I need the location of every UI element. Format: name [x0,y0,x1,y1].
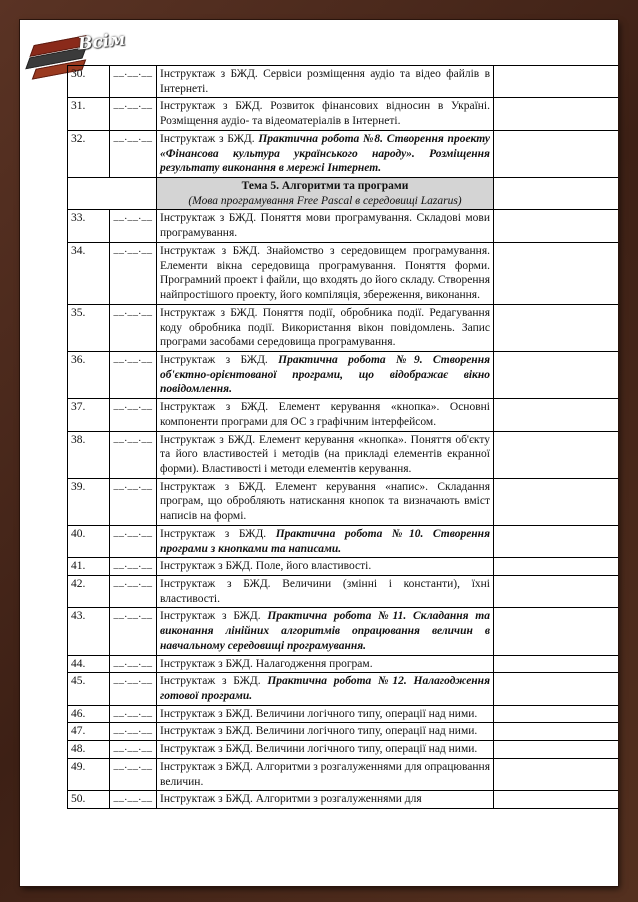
lesson-number: 46. [68,705,110,723]
lesson-topic [157,478,494,525]
lesson-topic-text: Інструктаж з БЖД. Величини логічного типу, операції над ними. [160,725,478,738]
table-row [68,723,619,741]
notes-cell [494,673,619,705]
notes-cell [494,130,619,177]
table-row [68,576,619,608]
lesson-number: 44. [68,655,110,673]
lesson-date: __.__.__ [110,304,157,351]
notes-cell [494,791,619,809]
lesson-number: 40. [68,525,110,557]
table-row [68,98,619,130]
lesson-topic [157,576,494,608]
notes-cell [494,242,619,304]
lesson-number: 38. [68,431,110,478]
lesson-number: 30. [68,66,110,98]
lesson-date: __.__.__ [110,525,157,557]
lesson-topic [157,98,494,130]
notes-cell [494,608,619,655]
lesson-number: 41. [68,558,110,576]
lesson-number: 34. [68,242,110,304]
lesson-topic-text: Інструктаж з БЖД. [160,527,276,540]
notes-cell [494,705,619,723]
lesson-number: 45. [68,673,110,705]
lesson-date: __.__.__ [110,478,157,525]
lesson-date: __.__.__ [110,608,157,655]
lesson-date: __.__.__ [110,723,157,741]
lesson-number: 50. [68,791,110,809]
lesson-date: __.__.__ [110,98,157,130]
lesson-number: 42. [68,576,110,608]
lesson-topic-emphasis: Практична робота №10. Створення програми з кнопками та написами. [160,527,490,555]
lesson-topic-text: Інструктаж з БЖД. Сервіси розміщення аудіо та відео файлів в Інтернеті. [160,68,490,95]
notes-cell [494,478,619,525]
lesson-topic [157,399,494,431]
lesson-topic-text: Інструктаж з БЖД. Поняття події, обробника події. Редагування коду обробника події. Використання вікон повідомлень. Запис програми засобами середовища програмування. [160,306,490,349]
lesson-topic-text: Інструктаж з БЖД. Поняття мови програмування. Складові мови програмування. [160,212,490,240]
table-row [68,525,619,557]
lesson-number: 47. [68,723,110,741]
lesson-topic [157,431,494,478]
lesson-topic [157,741,494,759]
lesson-date: __.__.__ [110,210,157,242]
lesson-topic [157,758,494,790]
lesson-rows-part-2 [68,210,619,809]
lesson-topic-text: Інструктаж з БЖД. Елемент керування «напис». Складання програм, що обробляють натискання кнопок та визначають вміст написів на формі. [160,480,490,523]
lesson-date: __.__.__ [110,758,157,790]
lesson-date: __.__.__ [110,66,157,98]
lesson-topic-text: Інструктаж з БЖД. Величини (змінні і константи), їхні властивості. [160,578,490,605]
table-row [68,558,619,576]
lesson-topic-text: Інструктаж з БЖД. Величини логічного типу, операції над ними. [160,707,478,720]
lesson-number: 39. [68,478,110,525]
document-page [20,20,618,886]
notes-cell [494,558,619,576]
lesson-number: 31. [68,98,110,130]
lesson-topic-emphasis: Практична робота №12. Налагодження готової програми. [160,675,490,703]
lesson-date: __.__.__ [110,741,157,759]
table-row [68,478,619,525]
notes-cell [494,431,619,478]
lesson-date: __.__.__ [110,558,157,576]
table-row [68,66,619,98]
lesson-topic [157,655,494,673]
notes-cell [494,655,619,673]
theme-section [68,178,619,210]
lesson-plan-table [67,65,618,809]
lesson-number: 36. [68,351,110,398]
lesson-topic-emphasis: Практична робота №11. Складання та виконання лінійних алгоритмів опрацювання величин в навчальному середовищі програмування. [160,610,490,652]
lesson-date: __.__.__ [110,791,157,809]
table-row [68,673,619,705]
notes-cell [494,525,619,557]
lesson-topic [157,673,494,705]
table-row [68,431,619,478]
lesson-number: 32. [68,130,110,177]
table-row [68,608,619,655]
notes-cell [494,66,619,98]
notes-cell [494,98,619,130]
table-row [68,351,619,398]
lesson-topic-emphasis: Практична робота №9. Створення об'єктно-орієнтованої програми, що відображає вікно повідомлення. [160,353,490,396]
lesson-topic-text: Інструктаж з БЖД. Величини логічного типу, операції над ними. [160,743,478,756]
lesson-topic-text: Інструктаж з БЖД. Налагодження програм. [160,657,373,670]
lesson-topic [157,304,494,351]
lesson-date: __.__.__ [110,705,157,723]
lesson-number: 35. [68,304,110,351]
table-row [68,705,619,723]
lesson-number: 49. [68,758,110,790]
table-row [68,741,619,759]
lesson-topic [157,705,494,723]
lesson-topic-text: Інструктаж з БЖД. Елемент керування «кнопка». Поняття об'єкту та його властивостей і методів (на прикладі елементів екранної форми). Властивості і методи елементів керування. [160,433,490,475]
table-row [68,304,619,351]
lesson-topic-text: Інструктаж з БЖД. [160,675,268,688]
lesson-topic [157,558,494,576]
notes-cell [494,723,619,741]
lesson-number: 43. [68,608,110,655]
notes-cell [494,399,619,431]
notes-cell [494,304,619,351]
lesson-topic-text: Інструктаж з БЖД. Елемент керування «кнопка». Основні компоненти програми для ОС з графічним інтерфейсом. [160,401,490,428]
theme-row [68,178,619,210]
lesson-date: __.__.__ [110,351,157,398]
lesson-date: __.__.__ [110,399,157,431]
lesson-topic-text: Інструктаж з БЖД. Поле, його властивості. [160,560,372,573]
theme-subtitle: (Мова програмування Free Pascal в середовищі Lazarus) [188,194,462,207]
table-row [68,210,619,242]
lesson-topic [157,66,494,98]
lesson-topic-text: Інструктаж з БЖД. [160,132,259,145]
lesson-number: 37. [68,399,110,431]
lesson-date: __.__.__ [110,576,157,608]
table-row [68,399,619,431]
table-row [68,242,619,304]
lesson-date: __.__.__ [110,673,157,705]
logo-text: Всім [77,29,127,55]
notes-cell [494,741,619,759]
lesson-topic [157,242,494,304]
lesson-date: __.__.__ [110,655,157,673]
theme-title: Тема 5. Алгоритми та програми [241,180,409,193]
lesson-date: __.__.__ [110,242,157,304]
table-row [68,791,619,809]
theme-spacer-right [494,178,619,210]
lesson-topic-text: Інструктаж з БЖД. [160,610,268,623]
lesson-number: 33. [68,210,110,242]
lesson-topic [157,130,494,177]
lesson-date: __.__.__ [110,130,157,177]
lesson-topic-text: Інструктаж з БЖД. Знайомство з середовищем програмування. Елементи вікна середовища програмування. Поняття форми. Програмний проект і файли, що входять до його складу. Створення найпростішого проекту, його компіляція, збереження, виконання. [160,244,490,302]
notes-cell [494,758,619,790]
theme-spacer-left [68,178,157,210]
lesson-topic-text: Інструктаж з БЖД. Розвиток фінансових відносин в Україні. Розміщення аудіо- та відеоматеріалів в Інтернеті. [160,100,490,128]
lesson-topic-text: Інструктаж з БЖД. [160,353,279,366]
lesson-topic-emphasis: Практична робота №8. Створення проекту «Фінансова культура українського народу». Розміщення результату виконання в мережі Інтернет. [160,132,490,175]
theme-cell [157,178,494,210]
table-row [68,758,619,790]
table-row [68,130,619,177]
lesson-topic-text: Інструктаж з БЖД. Алгоритми з розгалуженнями для [160,793,422,806]
notes-cell [494,351,619,398]
notes-cell [494,576,619,608]
lesson-topic [157,525,494,557]
lesson-topic [157,210,494,242]
lesson-topic [157,723,494,741]
lesson-rows-part-1 [68,66,619,178]
lesson-number: 48. [68,741,110,759]
lesson-topic [157,608,494,655]
notes-cell [494,210,619,242]
lesson-topic-text: Інструктаж з БЖД. Алгоритми з розгалуженнями для опрацювання величин. [160,760,490,788]
lesson-topic [157,351,494,398]
lesson-date: __.__.__ [110,431,157,478]
lesson-topic [157,791,494,809]
table-row [68,655,619,673]
